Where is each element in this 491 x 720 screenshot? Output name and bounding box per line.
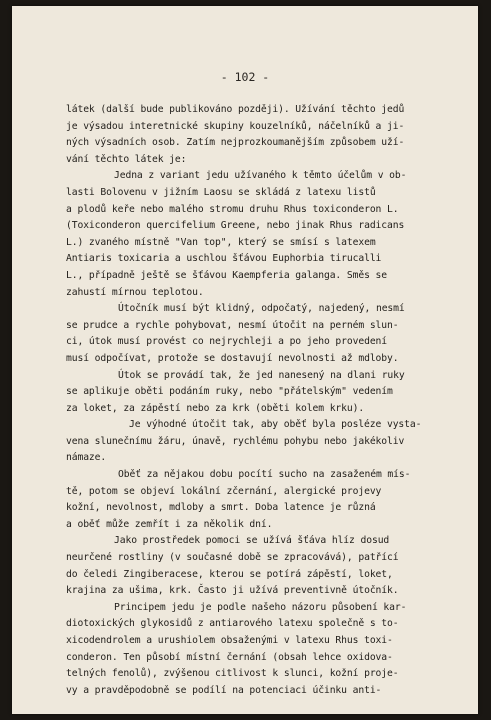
paragraph-start-line: Útočník musí být klidný, odpočatý, najedený, nesmí: [118, 303, 405, 315]
text-line: xicodendrolem a urushiolem obsaženými v latexu Rhus toxi-: [66, 635, 393, 646]
text-line: a plodů keře nebo malého stromu druhu Rhus toxiconderon L.: [66, 203, 399, 215]
body-text: [66, 102, 468, 699]
paragraph-start-line: Principem jedu je podle našeho názoru působení kar-: [114, 601, 407, 613]
text-line: ci, útok musí provést co nejrychleji a po jeho provedení: [66, 336, 388, 348]
text-line: vání těchto látek je:: [66, 153, 187, 165]
text-line: kožní, nevolnost, mdloby a smrt. Doba latence je různá: [66, 502, 376, 514]
text-line: zahustí mírnou teplotou.: [66, 286, 204, 298]
text-line: krajina za ušima, krk. Často ji užívá preventivně útočník.: [66, 585, 399, 597]
text-line: za loket, za zápěstí nebo za krk (oběti kolem krku).: [66, 402, 365, 414]
paragraph-start-line: Jako prostředek pomoci se užívá šťáva hlíz dosud: [114, 535, 390, 547]
text-line: telných fenolů), zvýšenou citlivost k slunci, kožní proje-: [66, 668, 399, 680]
text-line: vy a pravděpodobně se podílí na potenciaci účinku anti-: [66, 684, 382, 696]
text-line: L.) zvaného místně "Van top", který se smísí s latexem: [66, 236, 376, 248]
text-line: se prudce a rychle pohybovat, nesmí útočit na perném slun-: [66, 319, 399, 331]
text-line: se aplikuje oběti podáním ruky, nebo "přátelským" vedením: [66, 386, 393, 398]
text-line: látek (další bude publikováno později). Užívání těchto jedů: [66, 104, 405, 115]
text-line: lasti Bolovenu v jižním Laosu se skládá z latexu listů: [66, 186, 376, 198]
text-line: tě, potom se objeví lokální zčernání, alergické projevy: [66, 485, 382, 497]
paragraph-start-line: Útok se provádí tak, že jed nanesený na dlani ruky: [118, 369, 405, 381]
page-number: - 102 -: [220, 70, 270, 84]
paragraph-start-line: Je výhodné útočit tak, aby oběť byla posléze vysta-: [129, 419, 422, 431]
paragraph-start-line: Oběť za nějakou dobu pocítí sucho na zasaženém mís-: [118, 469, 411, 481]
text-line: je výsadou interetnické skupiny kouzelníků, náčelníků a ji-: [66, 120, 405, 132]
text-line: (Toxiconderon quercifelium Greene, nebo jinak Rhus radicans: [66, 220, 405, 232]
text-line: ných výsadních osob. Zatím nejprozkoumanějším způsobem uží-: [66, 137, 405, 149]
paragraph-start-line: Jedna z variant jedu užívaného k těmto účelům v ob-: [114, 170, 407, 182]
text-line: vena slunečnímu žáru, únavě, rychlému pohybu nebo jakékoliv: [66, 435, 405, 447]
text-line: Antiaris toxicaria a uschlou šťávou Euphorbia tirucalli: [66, 253, 382, 265]
text-line: L., případně ještě se šťávou Kaempferia galanga. Směs se: [66, 269, 388, 281]
text-line: conderon. Ten působí místní černání (obsah lehce oxidova-: [66, 651, 393, 663]
text-line: do čeledi Zingiberacese, kterou se potírá zápěstí, loket,: [66, 568, 393, 580]
text-line: diotoxických glykosidů z antiarového latexu společně s to-: [66, 618, 399, 630]
text-line: námaze.: [66, 452, 107, 464]
text-line: a oběť může zemřít i za několik dní.: [66, 518, 273, 530]
text-line: neurčené rostliny (v současné době se zpracovává), patřící: [66, 552, 399, 564]
text-line: musí odpočívat, protože se dostavují nevolnosti až mdloby.: [66, 352, 399, 364]
document-page: [12, 6, 478, 714]
